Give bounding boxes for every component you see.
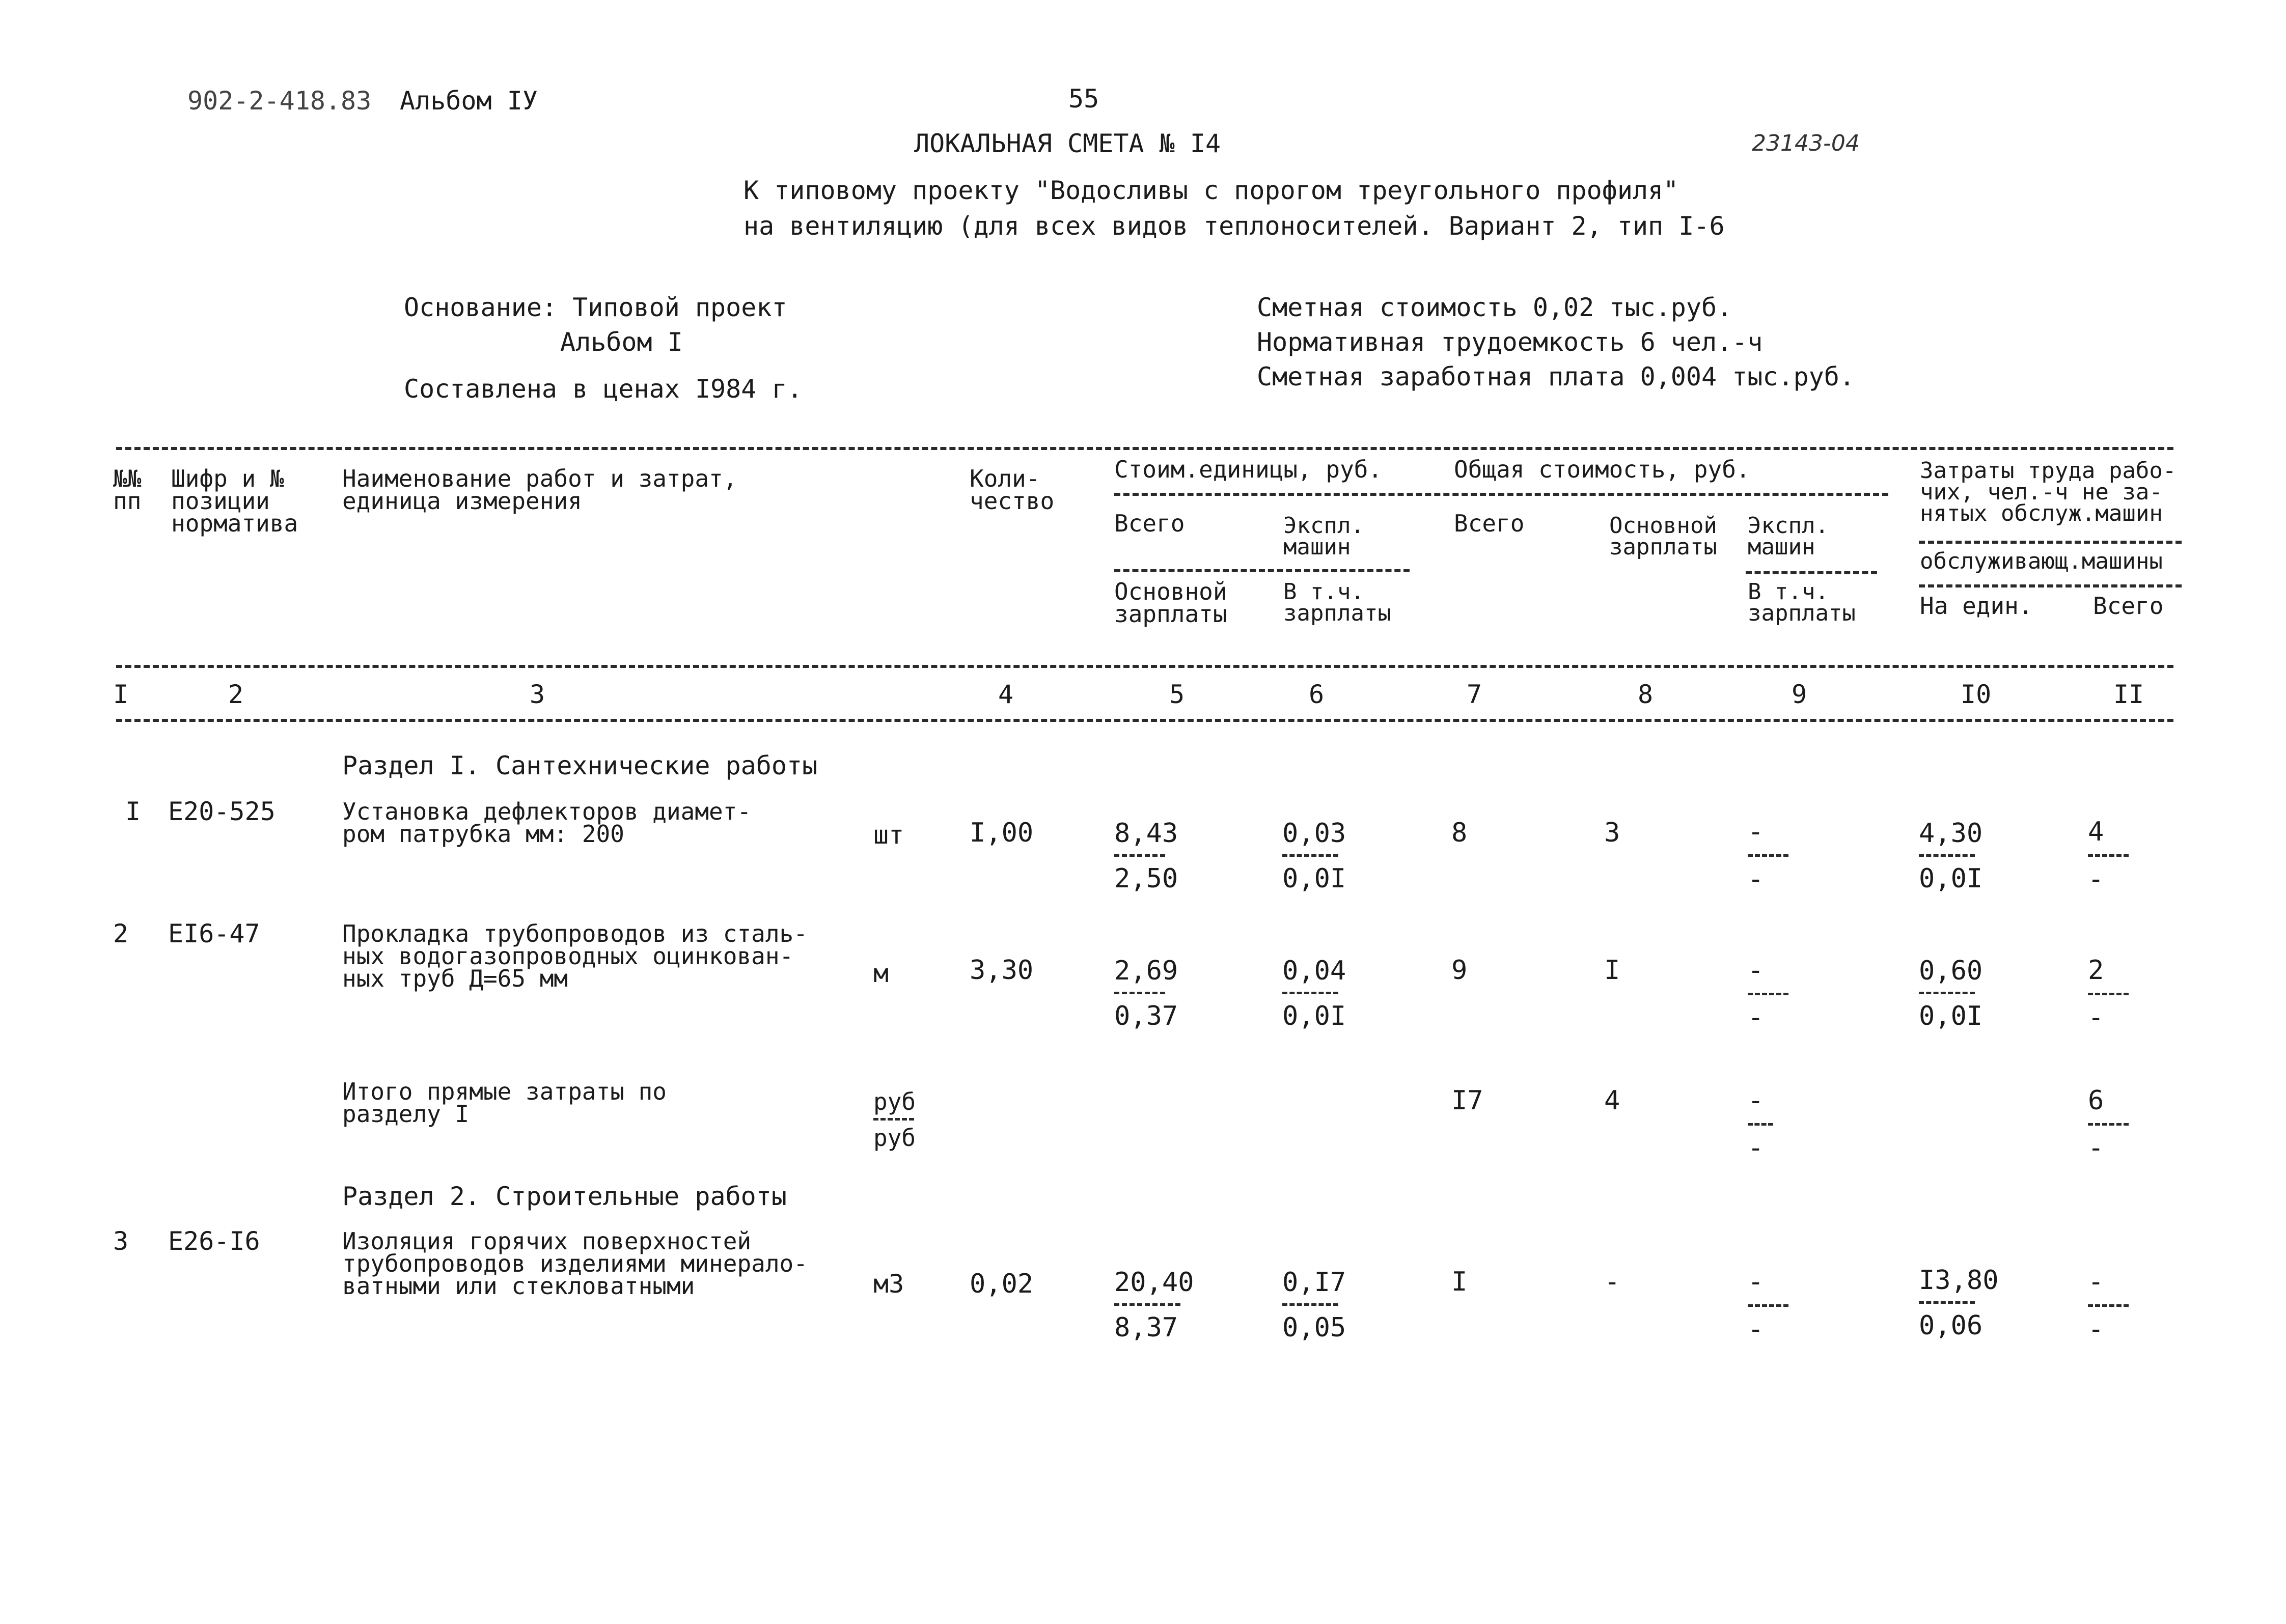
album-label: Альбом IУ — [400, 86, 538, 116]
fraction-bar — [2088, 993, 2129, 995]
fraction-bar — [1282, 992, 1338, 994]
labor-unit-machines-value: 0,06 — [1919, 1310, 1983, 1341]
row-unit-machines — [1282, 957, 1354, 1030]
row-quantity: 0,02 — [970, 1269, 1034, 1299]
labor-unit-value: 4,30 — [1919, 818, 1983, 849]
unit-total-value: 20,40 — [1114, 1267, 1194, 1298]
labor-total-machines-value: - — [2088, 1314, 2104, 1345]
header-unit-machines: Экспл. машин — [1283, 513, 1364, 560]
fraction-bar — [2088, 1123, 2129, 1126]
header-unit-cost-group: Стоим.единицы, руб. — [1114, 456, 1383, 483]
fraction-bar — [1748, 993, 1788, 995]
row-labor-total — [2088, 1267, 2149, 1345]
document-title: ЛОКАЛЬНАЯ СМЕТА № I4 — [914, 129, 1221, 158]
column-number-9: 9 — [1792, 680, 1807, 709]
row-quantity: 3,30 — [970, 955, 1034, 986]
total-machines-wages-value: - — [1748, 1002, 1764, 1033]
column-number-8: 8 — [1638, 680, 1654, 709]
labor-total-machines-value: - — [2088, 1002, 2104, 1033]
document-subtitle-line2: на вентиляцию (для всех видов теплоносителей. Вариант 2, тип I-6 — [743, 211, 1725, 241]
labor-unit-value: 0,60 — [1919, 956, 1983, 986]
row-total-machines — [1748, 817, 1809, 894]
row-total-wages: 3 — [1604, 818, 1620, 848]
row-unit: м3 — [873, 1269, 904, 1299]
total-machines-wages-value: - — [1748, 1314, 1764, 1345]
labor-unit-machines-value: 0,0I — [1919, 863, 1983, 894]
row-unit-cost — [1114, 1267, 1194, 1343]
labor-total-machines-value: - — [2088, 864, 2104, 894]
summary-wage: Сметная заработная плата 0,004 тыс.руб. — [1257, 362, 1855, 391]
unit-cost-rule — [1114, 493, 1888, 496]
row-work-name: Прокладка трубопроводов из сталь- ных водогазопроводных оцинкован- ных труб Д=65 мм — [342, 920, 808, 992]
column-number-1: I — [113, 680, 129, 709]
column-number-4: 4 — [998, 680, 1014, 709]
row-total: I — [1451, 1267, 1468, 1297]
unit-machines-value: 0,03 — [1282, 818, 1346, 849]
row-number: 3 — [113, 1226, 129, 1256]
unit-subrule — [1114, 569, 1410, 572]
header-total-machines: Экспл. машин — [1748, 513, 1829, 560]
row-unit: шт — [873, 820, 904, 850]
subtotal-total-wages: 4 — [1604, 1085, 1620, 1116]
header-unit-total: Всего — [1114, 510, 1185, 537]
labor-unit-value: I3,80 — [1919, 1265, 1999, 1296]
unit-total-value: 2,69 — [1114, 956, 1178, 986]
section-title-2: Раздел 2. Строительные работы — [342, 1182, 787, 1211]
unit-total-value: 8,43 — [1114, 818, 1178, 849]
labor-total-value: - — [2088, 1267, 2104, 1297]
total-subrule — [1746, 571, 1877, 574]
document-subtitle-line1: К типовому проекту "Водосливы с порогом треугольного профиля" — [743, 176, 1679, 205]
header-labor-total: Всего — [2093, 592, 2164, 620]
unit-machines-value: 0,I7 — [1282, 1267, 1346, 1298]
row-unit-machines — [1282, 1269, 1354, 1341]
summary-labor: Нормативная трудоемкость 6 чел.-ч — [1257, 327, 1763, 357]
row-labor-unit — [1919, 1265, 1999, 1341]
fraction-bar — [1919, 992, 1975, 994]
row-unit: м — [873, 959, 889, 988]
unit-machines-wages-value: 0,0I — [1282, 1001, 1346, 1031]
row-labor-total — [2088, 955, 2149, 1033]
row-quantity: I,00 — [970, 818, 1034, 848]
fraction-bar — [1114, 1303, 1180, 1306]
subtotal-unit-top: руб — [873, 1088, 916, 1115]
labor-subrule-1 — [1919, 541, 2182, 544]
row-work-name: Изоляция горячих поверхностей трубопроводов изделиями минерало- ватными или стекловатными — [342, 1227, 808, 1300]
header-bottom-rule — [116, 665, 2173, 668]
fraction-bar — [1748, 1304, 1788, 1307]
colnum-bottom-rule — [116, 719, 2173, 722]
header-total-cost-group: Общая стоимость, руб. — [1454, 456, 1750, 483]
total-machines-value: - — [1748, 817, 1764, 847]
column-number-11: II — [2113, 680, 2144, 709]
row-number: I — [125, 797, 141, 826]
total-machines-value: - — [1748, 955, 1764, 986]
row-total-machines — [1748, 1267, 1809, 1345]
row-unit-cost — [1114, 820, 1186, 892]
labor-unit-machines-value: 0,0I — [1919, 1001, 1983, 1031]
document-stamp-number: 23143-04 — [1752, 130, 1860, 156]
column-number-3: 3 — [530, 680, 545, 709]
subtotal-name: Итого прямые затраты по разделу I — [342, 1078, 667, 1128]
labor-total-value: 2 — [2088, 955, 2104, 986]
row-labor-unit — [1919, 957, 1990, 1030]
row-total-wages: I — [1604, 955, 1620, 986]
column-number-7: 7 — [1467, 680, 1482, 709]
row-unit-machines — [1282, 820, 1354, 892]
row-number: 2 — [113, 919, 129, 948]
header-total-total: Всего — [1454, 510, 1525, 537]
row-labor-unit — [1919, 820, 1990, 892]
header-work-name: Наименование работ и затрат, единица измерения — [342, 465, 737, 515]
column-number-2: 2 — [228, 680, 244, 709]
column-number-6: 6 — [1309, 680, 1325, 709]
fraction-bar — [1748, 1123, 1773, 1126]
header-total-incl-wages: В т.ч. зарплаты — [1748, 579, 1856, 626]
summary-cost: Сметная стоимость 0,02 тыс.руб. — [1257, 293, 1732, 322]
fraction-bar — [1919, 1301, 1975, 1304]
unit-wages-value: 0,37 — [1114, 1001, 1178, 1031]
subtotal-machines-wages-value: - — [1748, 1133, 1764, 1163]
document-code: 902-2-418.83 — [187, 86, 372, 116]
subtotal-total-machines — [1748, 1085, 1809, 1163]
header-labor-per-unit: На един. — [1920, 592, 2033, 620]
subtotal-unit — [873, 1088, 934, 1152]
unit-machines-wages-value: 0,05 — [1282, 1312, 1346, 1343]
fraction-bar — [2088, 1304, 2129, 1307]
subtotal-unit-bottom: руб — [873, 1124, 916, 1152]
labor-total-value: 4 — [2088, 817, 2104, 847]
subtotal-labor-value: 6 — [2088, 1085, 2104, 1116]
header-labor-group: Затраты труда рабо- чих, чел.-ч не за- нятых обслуж.машин — [1920, 458, 2177, 526]
basis-line1: Основание: Типовой проект — [404, 293, 787, 322]
row-work-name: Установка дефлекторов диамет- ром патрубка мм: 200 — [342, 798, 752, 848]
header-unit-incl-wages: В т.ч. зарплаты — [1283, 579, 1391, 626]
header-code: Шифр и № позиции норматива — [171, 465, 298, 537]
row-total-wages: - — [1604, 1267, 1620, 1297]
unit-wages-value: 2,50 — [1114, 863, 1178, 894]
fraction-bar — [1282, 854, 1338, 857]
column-number-10: I0 — [1961, 680, 1992, 709]
unit-machines-value: 0,04 — [1282, 956, 1346, 986]
row-code: Е20-525 — [168, 797, 276, 826]
subtotal-labor-machines-value: - — [2088, 1133, 2104, 1163]
row-code: Е26-I6 — [168, 1226, 260, 1256]
fraction-bar — [1748, 854, 1788, 857]
unit-wages-value: 8,37 — [1114, 1312, 1178, 1343]
prices-year: Составлена в ценах I984 г. — [404, 374, 803, 404]
fraction-bar — [873, 1118, 914, 1121]
row-total: 9 — [1451, 955, 1468, 986]
row-total: 8 — [1451, 818, 1468, 848]
header-total-wages: Основной зарплаты — [1609, 513, 1717, 560]
header-unit-wages: Основной зарплаты — [1114, 578, 1227, 628]
unit-machines-wages-value: 0,0I — [1282, 863, 1346, 894]
subtotal-total: I7 — [1451, 1085, 1483, 1116]
row-code: ЕI6-47 — [168, 919, 260, 948]
page-number: 55 — [1068, 84, 1099, 114]
header-labor-service: обслуживающ.машины — [1920, 548, 2163, 574]
total-machines-value: - — [1748, 1267, 1764, 1297]
column-number-5: 5 — [1169, 680, 1185, 709]
row-total-machines — [1748, 955, 1809, 1033]
fraction-bar — [1114, 854, 1165, 857]
fraction-bar — [1919, 854, 1975, 857]
header-row-number: №№ пп — [113, 465, 142, 515]
fraction-bar — [1282, 1303, 1338, 1306]
subtotal-labor-total — [2088, 1085, 2149, 1163]
table-top-rule — [116, 447, 2173, 450]
total-machines-wages-value: - — [1748, 864, 1764, 894]
row-labor-total — [2088, 817, 2149, 894]
header-quantity: Коли- чество — [970, 465, 1055, 515]
basis-line2: Альбом I — [560, 327, 683, 357]
section-title-1: Раздел I. Сантехнические работы — [342, 751, 818, 780]
labor-subrule-2 — [1919, 584, 2182, 587]
fraction-bar — [2088, 854, 2129, 857]
row-unit-cost — [1114, 957, 1186, 1030]
subtotal-machines-value: - — [1748, 1085, 1764, 1116]
fraction-bar — [1114, 992, 1165, 994]
